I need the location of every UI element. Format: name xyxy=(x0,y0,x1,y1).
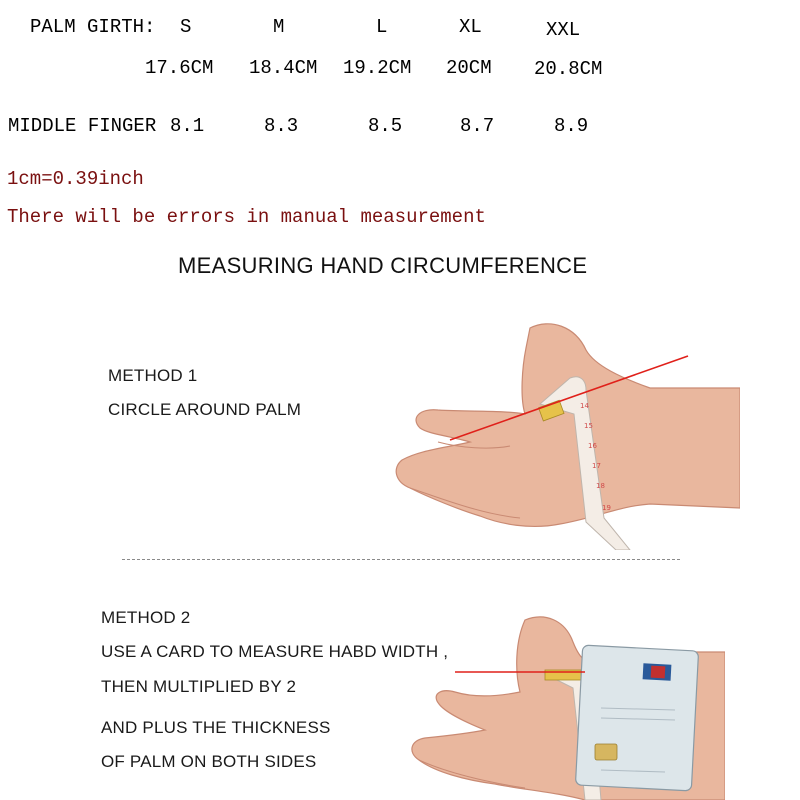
palm-value-m: 18.4CM xyxy=(249,57,318,79)
svg-text:18: 18 xyxy=(596,482,605,490)
method2-title: METHOD 2 xyxy=(101,608,191,627)
method2-line3: AND PLUS THE THICKNESS xyxy=(101,718,331,737)
palm-value-xxl: 20.8CM xyxy=(534,58,603,80)
section-divider xyxy=(122,559,680,560)
svg-text:14: 14 xyxy=(580,402,589,410)
size-m: M xyxy=(273,16,285,38)
palm-value-xl: 20CM xyxy=(446,57,492,79)
hand-tape-photo xyxy=(390,318,740,550)
method2-line4: OF PALM ON BOTH SIDES xyxy=(101,752,317,771)
svg-text:17: 17 xyxy=(592,462,601,470)
size-xl: XL xyxy=(459,16,482,38)
bank-card xyxy=(575,645,698,791)
svg-text:15: 15 xyxy=(584,422,593,430)
palm-value-s: 17.6CM xyxy=(145,57,214,79)
conversion-note: 1cm=0.39inch xyxy=(7,168,144,190)
method2-line1: USE A CARD TO MEASURE HABD WIDTH , xyxy=(101,642,449,661)
method2-line2: THEN MULTIPLIED BY 2 xyxy=(101,677,297,696)
size-xxl: XXL xyxy=(546,19,581,41)
finger-value-s: 8.1 xyxy=(170,115,205,137)
hand-shape xyxy=(396,324,740,527)
middle-finger-label: MIDDLE FINGER xyxy=(8,115,157,137)
hand-card-photo xyxy=(405,612,725,800)
finger-value-xl: 8.7 xyxy=(460,115,495,137)
size-l: L xyxy=(376,16,388,38)
finger-value-l: 8.5 xyxy=(368,115,403,137)
palm-girth-label: PALM GIRTH: xyxy=(30,16,156,38)
page-title: MEASURING HAND CIRCUMFERENCE xyxy=(178,253,588,278)
card-chip xyxy=(595,744,617,760)
error-note: There will be errors in manual measurement xyxy=(7,206,486,228)
finger-value-m: 8.3 xyxy=(264,115,299,137)
finger-value-xxl: 8.9 xyxy=(554,115,589,137)
size-s: S xyxy=(180,16,192,38)
svg-text:19: 19 xyxy=(602,504,611,512)
palm-value-l: 19.2CM xyxy=(343,57,412,79)
svg-text:16: 16 xyxy=(588,442,597,450)
method1-title: METHOD 1 xyxy=(108,366,198,385)
method1-desc: CIRCLE AROUND PALM xyxy=(108,400,302,419)
